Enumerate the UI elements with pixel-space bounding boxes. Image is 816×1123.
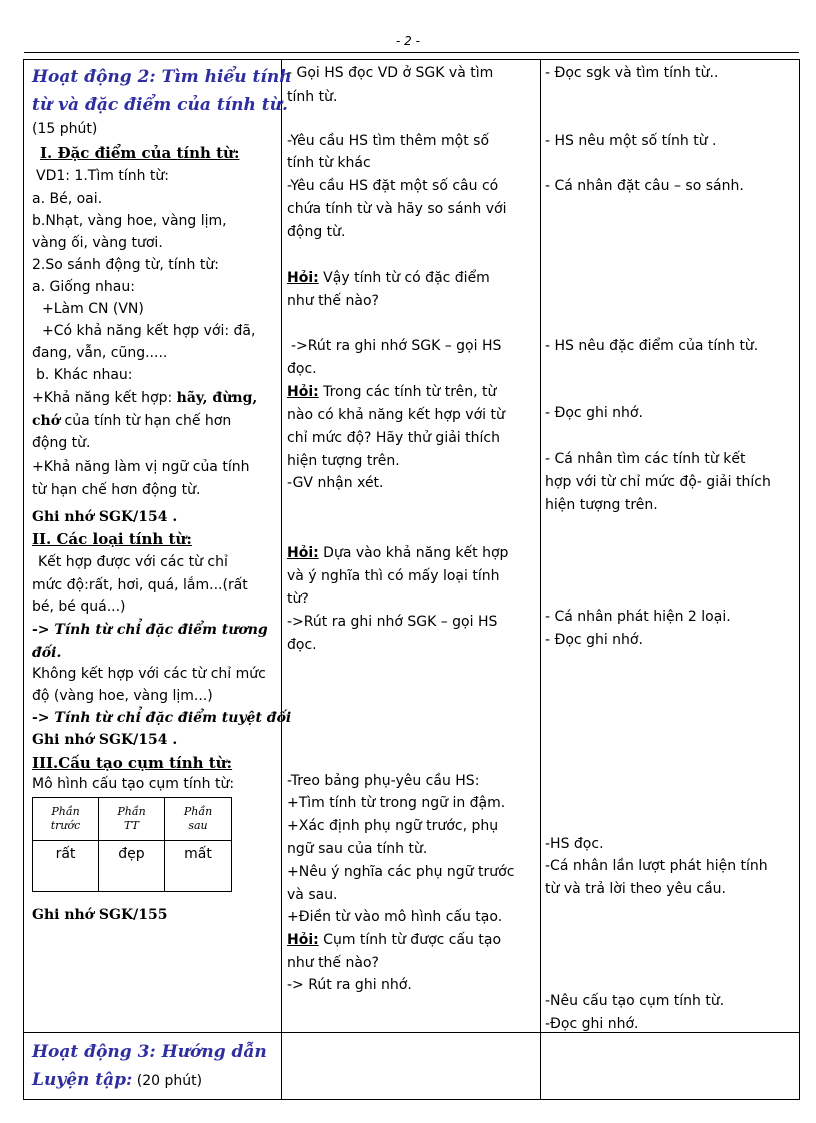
text-line: +Khả năng kết hợp: hãy, đừng, bbox=[32, 390, 258, 406]
text-line: -Treo bảng phụ-yêu cầu HS: bbox=[287, 773, 480, 789]
text-line: +Tìm tính từ trong ngữ in đậm. bbox=[287, 795, 506, 811]
text-line: như thế nào? bbox=[287, 955, 379, 971]
text-line: Hỏi: Trong các tính từ trên, từ bbox=[287, 384, 497, 400]
ghi-nho-155: Ghi nhớ SGK/155 bbox=[32, 907, 168, 923]
text-line: đang, vẫn, cũng..... bbox=[32, 345, 168, 361]
content-column bbox=[24, 1033, 282, 1100]
text-line: hiện tượng trên. bbox=[287, 453, 400, 469]
text-line: ->Rút ra ghi nhớ SGK – gọi HS bbox=[291, 338, 502, 354]
text-line: từ và trả lời theo yêu cầu. bbox=[545, 881, 727, 897]
text-line: -Nêu cấu tạo cụm tính từ. bbox=[545, 993, 725, 1009]
section-1-title: I. Đặc điểm của tính từ: bbox=[40, 144, 240, 162]
text-line: và ý nghĩa thì có mấy loại tính bbox=[287, 568, 500, 584]
text-line: chớ của tính từ hạn chế hơn bbox=[32, 413, 232, 429]
student-column bbox=[541, 1033, 800, 1100]
text-line: -Yêu cầu HS tìm thêm một số bbox=[287, 133, 490, 149]
table-header-cell: Phần sau bbox=[165, 798, 232, 841]
activity-2-heading-line2: từ và đặc điểm của tính từ. bbox=[32, 95, 288, 115]
lesson-table bbox=[23, 59, 800, 1100]
text-line: +Điền từ vào mô hình cấu tạo. bbox=[287, 909, 503, 925]
text-line: - Đọc ghi nhớ. bbox=[545, 632, 643, 648]
content-column bbox=[24, 60, 292, 1033]
text-line: b.Nhạt, vàng hoe, vàng lịm, bbox=[32, 213, 227, 229]
adjective-phrase-model-table bbox=[32, 797, 232, 892]
ghi-nho-154: Ghi nhớ SGK/154 . bbox=[32, 509, 178, 525]
text-line: và sau. bbox=[287, 887, 338, 903]
text-line: - HS nêu một số tính từ . bbox=[545, 133, 717, 149]
table-cell: rất bbox=[33, 841, 99, 892]
text-line: đọc. bbox=[287, 637, 317, 653]
text-line: -GV nhận xét. bbox=[287, 475, 384, 491]
activity-2-heading: Hoạt động 2: Tìm hiểu tính bbox=[32, 67, 292, 87]
text-line: đối. bbox=[32, 645, 62, 661]
text-line: +Nêu ý nghĩa các phụ ngữ trước bbox=[287, 864, 515, 880]
text-line: từ hạn chế hơn động từ. bbox=[32, 482, 201, 498]
text-line: chỉ mức độ? Hãy thử giải thích bbox=[287, 430, 500, 446]
table-cell: mất bbox=[165, 841, 232, 892]
text-line: ->Rút ra ghi nhớ SGK – gọi HS bbox=[287, 614, 498, 630]
table-header-cell: Phần TT bbox=[99, 798, 165, 841]
text-line: từ? bbox=[287, 591, 309, 607]
text-line: Hỏi: Cụm tính từ được cấu tạo bbox=[287, 932, 502, 948]
text-line: -HS đọc. bbox=[545, 836, 604, 852]
text-line: Kết hợp được với các từ chỉ bbox=[38, 554, 228, 570]
text-line: +Có khả năng kết hợp với: đã, bbox=[42, 323, 256, 339]
text-line: -> Rút ra ghi nhớ. bbox=[287, 977, 412, 993]
teacher-column bbox=[282, 1033, 541, 1100]
table-header-cell: Phần trước bbox=[33, 798, 99, 841]
text-line: động từ. bbox=[287, 224, 346, 240]
text-line: nào có khả năng kết hợp với từ bbox=[287, 407, 505, 423]
text-line: Hỏi: Dựa vào khả năng kết hợp bbox=[287, 545, 509, 561]
text-line: -Yêu cầu HS đặt một số câu có bbox=[287, 178, 499, 194]
text-line: mức độ:rất, hơi, quá, lắm...(rất bbox=[32, 577, 248, 593]
table-row bbox=[24, 60, 800, 1033]
activity-3-heading-line2: Luyện tập: (20 phút) bbox=[32, 1070, 203, 1090]
text-line: động từ. bbox=[32, 435, 91, 451]
text-line: 2.So sánh động từ, tính từ: bbox=[32, 257, 219, 273]
text-line: -> Tính từ chỉ đặc điểm tương bbox=[32, 622, 268, 638]
text-line: hợp với từ chỉ mức độ- giải thích bbox=[545, 474, 771, 490]
student-column bbox=[541, 60, 800, 1033]
text-line: - Gọi HS đọc VD ở SGK và tìm bbox=[287, 65, 494, 81]
text-line: tính từ khác bbox=[287, 155, 371, 171]
text-line: - Cá nhân phát hiện 2 loại. bbox=[545, 609, 731, 625]
text-line: Không kết hợp với các từ chỉ mức bbox=[32, 666, 266, 682]
table-cell: đẹp bbox=[99, 841, 165, 892]
text-line: - HS nêu đặc điểm của tính từ. bbox=[545, 338, 759, 354]
text-line: chứa tính từ và hãy so sánh với bbox=[287, 201, 507, 217]
text-line: đọc. bbox=[287, 361, 317, 377]
section-3-title: III.Cấu tạo cụm tính từ: bbox=[32, 754, 233, 772]
text-line: tính từ. bbox=[287, 89, 338, 105]
activity-3-heading: Hoạt động 3: Hướng dẫn bbox=[32, 1042, 267, 1062]
text-line: ngữ sau của tính từ. bbox=[287, 841, 428, 857]
text-line: như thế nào? bbox=[287, 293, 379, 309]
text-line: a. Bé, oai. bbox=[32, 191, 103, 207]
text-line: - Đọc sgk và tìm tính từ.. bbox=[545, 65, 719, 81]
text-line: +Xác định phụ ngữ trước, phụ bbox=[287, 818, 499, 834]
text-line: Mô hình cấu tạo cụm tính từ: bbox=[32, 776, 235, 792]
text-line: +Khả năng làm vị ngữ của tính bbox=[32, 459, 250, 475]
text-line: - Đọc ghi nhớ. bbox=[545, 405, 643, 421]
text-line: b. Khác nhau: bbox=[36, 367, 133, 383]
text-line: a. Giống nhau: bbox=[32, 279, 135, 295]
page-number: - 2 - bbox=[396, 34, 420, 48]
table-row bbox=[24, 1033, 800, 1100]
text-line: Hỏi: Vậy tính từ có đặc điểm bbox=[287, 270, 490, 286]
section-2-title: II. Các loại tính từ: bbox=[32, 530, 192, 548]
vd1-line: VD1: 1.Tìm tính từ: bbox=[36, 168, 169, 184]
text-line: -Cá nhân lần lượt phát hiện tính bbox=[545, 858, 768, 874]
table-row bbox=[33, 798, 232, 841]
text-line: bé, bé quá...) bbox=[32, 599, 126, 615]
text-line: -Đọc ghi nhớ. bbox=[545, 1016, 639, 1032]
text-line: độ (vàng hoe, vàng lịm...) bbox=[32, 688, 213, 704]
text-line: - Cá nhân tìm các tính từ kết bbox=[545, 451, 746, 467]
text-line: - Cá nhân đặt câu – so sánh. bbox=[545, 178, 744, 194]
header-rule bbox=[24, 52, 799, 53]
text-line: -> Tính từ chỉ đặc điểm tuyệt đối bbox=[32, 710, 292, 726]
text-line: vàng ối, vàng tươi. bbox=[32, 235, 163, 251]
text-line: hiện tượng trên. bbox=[545, 497, 658, 513]
teacher-column bbox=[282, 60, 541, 1033]
duration: (15 phút) bbox=[32, 121, 98, 137]
table-row bbox=[33, 841, 232, 892]
text-line: +Làm CN (VN) bbox=[42, 301, 144, 317]
ghi-nho-154b: Ghi nhớ SGK/154 . bbox=[32, 732, 178, 748]
